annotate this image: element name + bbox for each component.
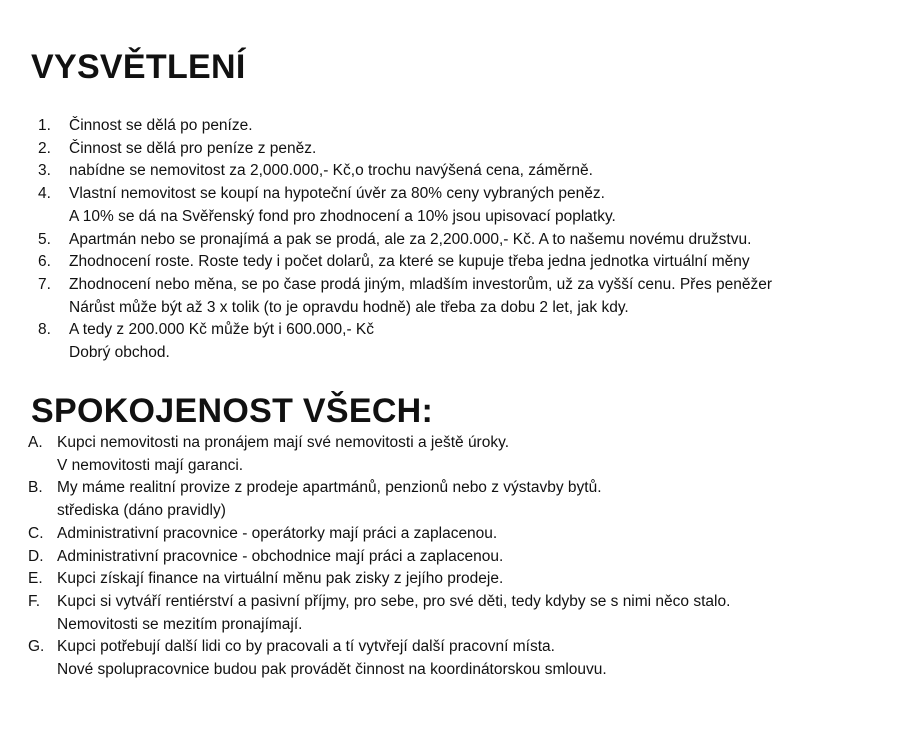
list-item-text: Činnost se dělá pro peníze z peněz. bbox=[69, 139, 317, 157]
satisfaction-list bbox=[28, 432, 730, 682]
list-item bbox=[38, 229, 772, 252]
list-item bbox=[28, 636, 730, 681]
list-item bbox=[28, 568, 730, 591]
list-item-text: Administrativní pracovnice - operátorky mají práci a zaplacenou. bbox=[57, 524, 498, 542]
list-item bbox=[38, 319, 772, 364]
list-item bbox=[28, 523, 730, 546]
list-item bbox=[38, 160, 772, 183]
list-item-text: Kupci získají finance na virtuální měnu pak zisky z jejího prodeje. bbox=[57, 570, 504, 588]
list-item-marker: 6. bbox=[38, 253, 51, 271]
list-item-text: Kupci nemovitosti na pronájem mají své nemovitosti a ještě úroky. bbox=[57, 434, 509, 451]
list-item-text: My máme realitní provize z prodeje apartmánů, penzionů nebo z výstavby bytů. bbox=[57, 479, 602, 497]
list-item bbox=[28, 432, 730, 477]
list-item-marker: 7. bbox=[38, 275, 51, 293]
list-item-text: Apartmán nebo se pronajímá a pak se prodá, ale za 2,200.000,- Kč. A to našemu novému družstvu. bbox=[69, 230, 752, 248]
list-item-marker: 4. bbox=[38, 185, 51, 203]
list-item-text: V nemovitosti mají garanci. bbox=[57, 456, 244, 474]
list-item-text: Kupci potřebují další lidi co by pracovali a tí vytvřejí další pracovní místa. bbox=[57, 638, 555, 656]
list-item bbox=[38, 115, 772, 138]
list-item-marker: 1. bbox=[38, 117, 51, 134]
explanation-list bbox=[38, 115, 772, 365]
list-item bbox=[28, 546, 730, 569]
list-item-marker: D. bbox=[28, 547, 44, 565]
list-item-marker: 2. bbox=[38, 139, 51, 157]
list-item bbox=[38, 274, 772, 319]
list-item-text: A tedy z 200.000 Kč může být i 600.000,- Kč bbox=[69, 321, 375, 339]
list-item-marker: 3. bbox=[38, 162, 51, 180]
list-item-text: Dobrý obchod. bbox=[69, 344, 170, 362]
list-item-text: Nemovitosti se mezitím pronajímají. bbox=[57, 615, 303, 633]
list-item-text: Zhodnocení roste. Roste tedy i počet dolarů, za které se kupuje třeba jedna jednotka virtuální měny bbox=[69, 253, 750, 271]
section-title-spokojenost: SPOKOJENOST VŠECH: bbox=[31, 392, 434, 430]
list-item-marker: F. bbox=[28, 592, 41, 610]
list-item-marker: G. bbox=[28, 638, 45, 656]
list-item-text: Administrativní pracovnice - obchodnice mají práci a zaplacenou. bbox=[57, 547, 504, 565]
list-item-marker: 5. bbox=[38, 230, 51, 248]
list-item-text: A 10% se dá na Svěřenský fond pro zhodnocení a 10% jsou upisovací poplatky. bbox=[69, 207, 616, 225]
list-item-marker: C. bbox=[28, 524, 44, 542]
list-item-text: Vlastní nemovitost se koupí na hypoteční úvěr za 80% ceny vybraných peněz. bbox=[69, 185, 605, 203]
list-item-text: Nárůst může být až 3 x tolik (to je opravdu hodně) ale třeba za dobu 2 let, jak kdy. bbox=[69, 298, 629, 316]
list-item-text: Činnost se dělá po peníze. bbox=[69, 117, 253, 134]
list-item bbox=[38, 138, 772, 161]
list-item-marker: 8. bbox=[38, 321, 51, 339]
list-item bbox=[28, 477, 730, 522]
list-item-text: Kupci si vytváří rentiérství a pasivní příjmy, pro sebe, pro své děti, tedy kdyby se s nimi něco stalo. bbox=[57, 592, 731, 610]
list-item bbox=[38, 251, 772, 274]
list-item-marker: A. bbox=[28, 434, 43, 451]
list-item-text: Zhodnocení nebo měna, se po čase prodá jiným, mladším investorům, už za vyšší cenu. Přes peněžer bbox=[69, 275, 773, 293]
list-item-marker: B. bbox=[28, 479, 43, 497]
list-item-marker: E. bbox=[28, 570, 43, 588]
list-item-text: střediska (dáno pravidly) bbox=[57, 502, 226, 520]
list-item bbox=[38, 183, 772, 228]
list-item-text: Nové spolupracovnice budou pak provádět činnost na koordinátorskou smlouvu. bbox=[57, 661, 607, 679]
list-item-text: nabídne se nemovitost za 2,000.000,- Kč,o trochu navýšená cena, záměrně. bbox=[69, 162, 593, 180]
section-title-vysvetleni: VYSVĚTLENÍ bbox=[31, 48, 246, 86]
list-item bbox=[28, 591, 730, 636]
